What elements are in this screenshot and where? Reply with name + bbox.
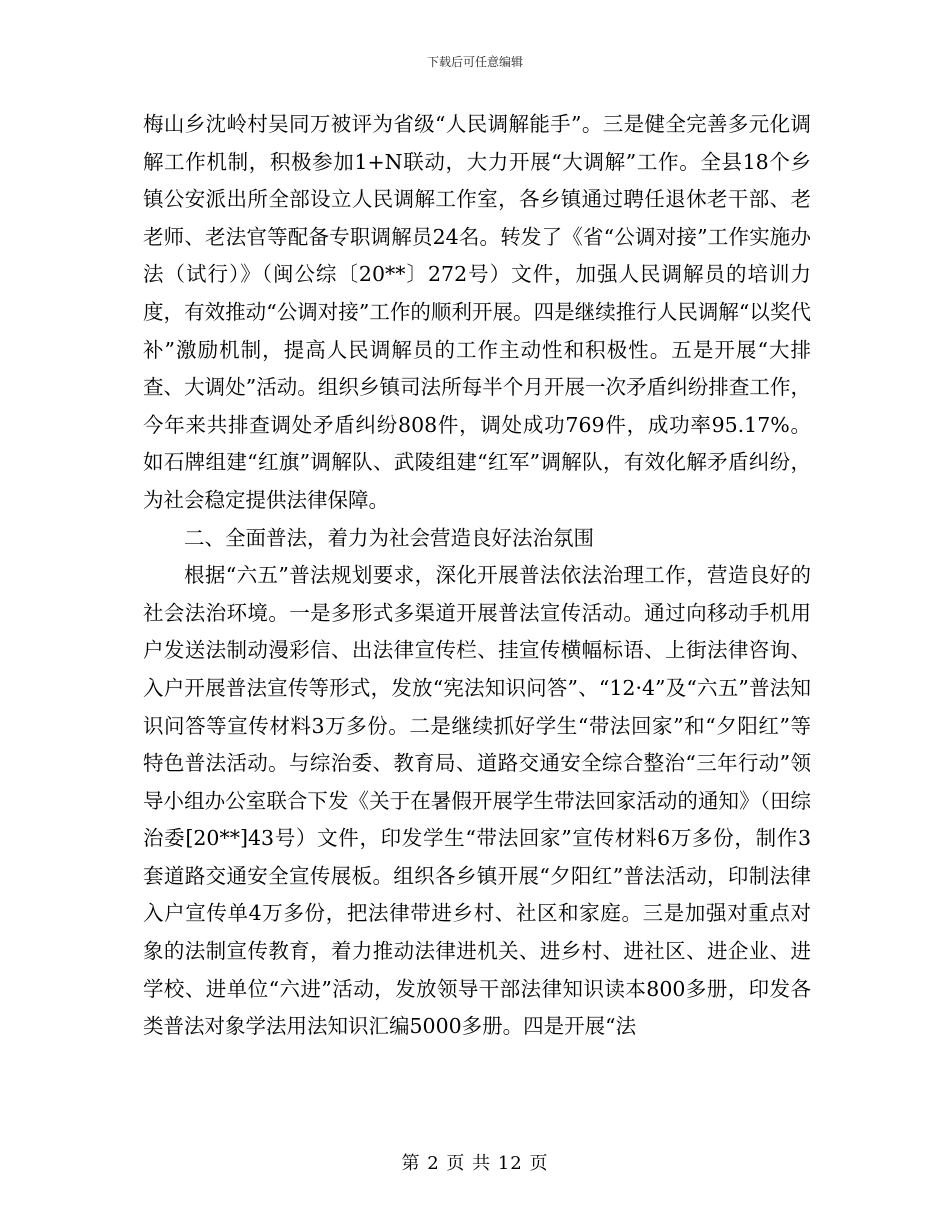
paragraph-legal-education: 根据“六五”普法规划要求，深化开展普法依法治理工作，营造良好的社会法治环境。一是多形式多渠道开展普法宣传活动。通过向移动手机用户发送法制动漫彩信、出法律宣传栏、挂宣传横幅标语、上街法律咨询、入户开展普法宣传等形式，发放“宪法知识问答”、“12·4”及“六五”普法知识问答等宣传材料3万多份。二是继续抓好学生“带法回家”和“夕阳红”等特色普法活动。与综治委、教育局、道路交通安全综合整治“三年行动”领导小组办公室联合下发《关于在暑假开展学生带法回家活动的通知》（田综治委[20**]43号）文件，印发学生“带法回家”宣传材料6万多份，制作3套道路交通安全宣传展板。组织各乡镇开展“夕阳红”普法活动，印制法律入户宣传单4万多份，把法律带进乡村、社区和家庭。三是加强对重点对象的法制宣传教育，着力推动法律进机关、进乡村、进社区、进企业、进学校、进单位“六进”活动，发放领导干部法律知识读本800多册，印发各类普法对象学法用法知识汇编5000多册。四是开展“法 <box>143 563 811 1039</box>
document-body <box>143 106 811 1046</box>
paragraph-mediation: 梅山乡沈岭村吴同万被评为省级“人民调解能手”。三是健全完善多元化调解工作机制，积极参加1+N联动，大力开展“大调解”工作。全县18个乡镇公安派出所全部设立人民调解工作室，各乡镇通过聘任退休老干部、老老师、老法官等配备专职调解员24名。转发了《省“公调对接”工作实施办法（试行）》（闽公综〔20**〕272号）文件，加强人民调解员的培训力度，有效推动“公调对接”工作的顺利开展。四是继续推行人民调解“以奖代补”激励机制，提高人民调解员的工作主动性和积极性。五是开展“大排查、大调处”活动。组织乡镇司法所每半个月开展一次矛盾纠纷排查工作，今年来共排查调处矛盾纠纷808件，调处成功769件，成功率95.17%。如石牌组建“红旗”调解队、武陵组建“红军”调解队，有效化解矛盾纠纷，为社会稳定提供法律保障。 <box>143 112 811 512</box>
page-header: 下载后可任意编辑 <box>426 55 523 69</box>
section-heading-legal-education: 二、全面普法，着力为社会营造良好法治氛围 <box>184 525 594 550</box>
page-footer: 第 2 页 共 12 页 <box>401 1153 549 1174</box>
